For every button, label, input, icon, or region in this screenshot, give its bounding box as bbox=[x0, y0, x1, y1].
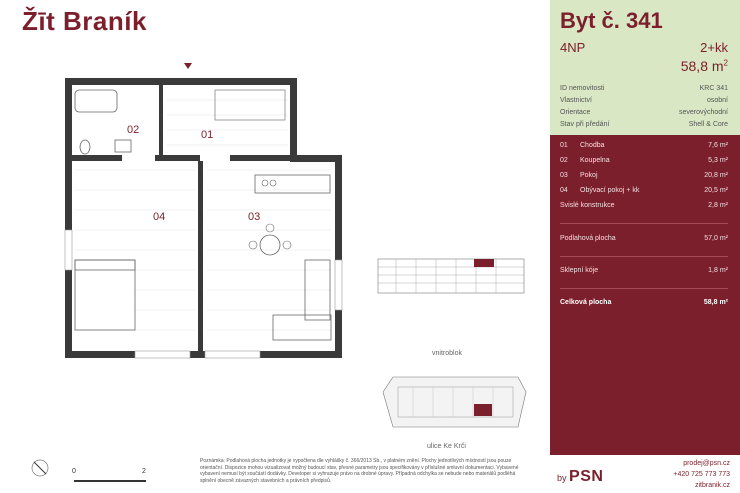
kitchen-counter-icon bbox=[255, 175, 330, 193]
room-label-03: 03 bbox=[248, 211, 261, 223]
logo: Žīt Braník bbox=[22, 6, 147, 36]
total-row: Celková plocha 58,8 m² bbox=[560, 299, 728, 306]
site-unit-highlight bbox=[474, 404, 492, 416]
legal-note: Poznámka: Podlahová plocha jednotky je vypočtena dle vyhlášky č. 366/2013 Sb., v platném znění. Plochy jednotlivých místností jsou pouze orientační. Dispozice mohou vizualizovat možný budoucí stav, přesné parametry jsou specifikovány v příslušné smluvní dokumentaci. Vybavené vybavení nemusí být součástí dodávky. Developer si vyhrazuje právo na drobné úpravy. Případná odchylka se nebude nebo materiálů podléhá splnění obecně závazných stavebních a právních předpisů. bbox=[200, 458, 519, 484]
contact bbox=[640, 458, 730, 491]
total-row: Sklepní kóje 1,8 m² bbox=[560, 267, 728, 274]
scale-start: 0 bbox=[72, 468, 76, 475]
bathtub-icon bbox=[75, 90, 117, 112]
room-row: 04 Obývací pokoj + kk 20,5 m² bbox=[560, 187, 728, 194]
room-areas bbox=[550, 135, 740, 455]
toilet-icon bbox=[80, 140, 90, 154]
room-row: 02 Koupelna 5,3 m² bbox=[560, 157, 728, 164]
floor-plan bbox=[55, 60, 345, 360]
unit-title: Byt č. 341 bbox=[560, 8, 663, 33]
unit-info-panel bbox=[550, 0, 740, 493]
unit-highlight bbox=[474, 259, 494, 267]
unit-details bbox=[550, 85, 740, 135]
info-row: Stav při předání Shell & Core bbox=[560, 121, 728, 128]
contact-web[interactable]: zitbranik.cz bbox=[694, 482, 730, 489]
entrance-marker-icon bbox=[184, 63, 192, 69]
caption-yard: vnitroblok bbox=[432, 350, 462, 357]
unit-area: 58,8 $m^2$ bbox=[680, 58, 728, 74]
unit-layout: 2+kk bbox=[700, 40, 728, 55]
info-row: ID nemovitosti KRC 341 bbox=[560, 85, 728, 92]
room-row: Svislé konstrukce 2,8 m² bbox=[560, 202, 728, 209]
info-row: Vlastnictví osobní bbox=[560, 97, 728, 104]
scale-end: 2 bbox=[142, 468, 146, 475]
wardrobe-icon bbox=[215, 90, 285, 120]
dining-table-icon bbox=[260, 235, 280, 255]
room-label-02: 02 bbox=[127, 124, 140, 136]
caption-street: ulice Ke Krči bbox=[427, 443, 466, 450]
total-row: Podlahová plocha 57,0 m² bbox=[560, 235, 728, 242]
room-label-04: 04 bbox=[153, 211, 166, 223]
room-row: 01 Chodba 7,6 m² bbox=[560, 142, 728, 149]
scale-bar bbox=[70, 468, 150, 486]
contact-phone[interactable]: +420 725 773 773 bbox=[673, 471, 730, 478]
room-label-01: 01 bbox=[201, 129, 214, 141]
north-arrow-icon bbox=[30, 458, 50, 478]
unit-floor: 4NP bbox=[560, 40, 586, 55]
contact-email[interactable]: prodej@psn.cz bbox=[683, 460, 730, 467]
brand: by PSN bbox=[557, 468, 604, 485]
building-elevation bbox=[376, 245, 526, 295]
info-row: Orientace severovýchodní bbox=[560, 109, 728, 116]
room-row: 03 Pokoj 20,8 m² bbox=[560, 172, 728, 179]
site-plan bbox=[378, 372, 528, 437]
bed-icon bbox=[75, 260, 135, 330]
sink-icon bbox=[115, 140, 131, 152]
